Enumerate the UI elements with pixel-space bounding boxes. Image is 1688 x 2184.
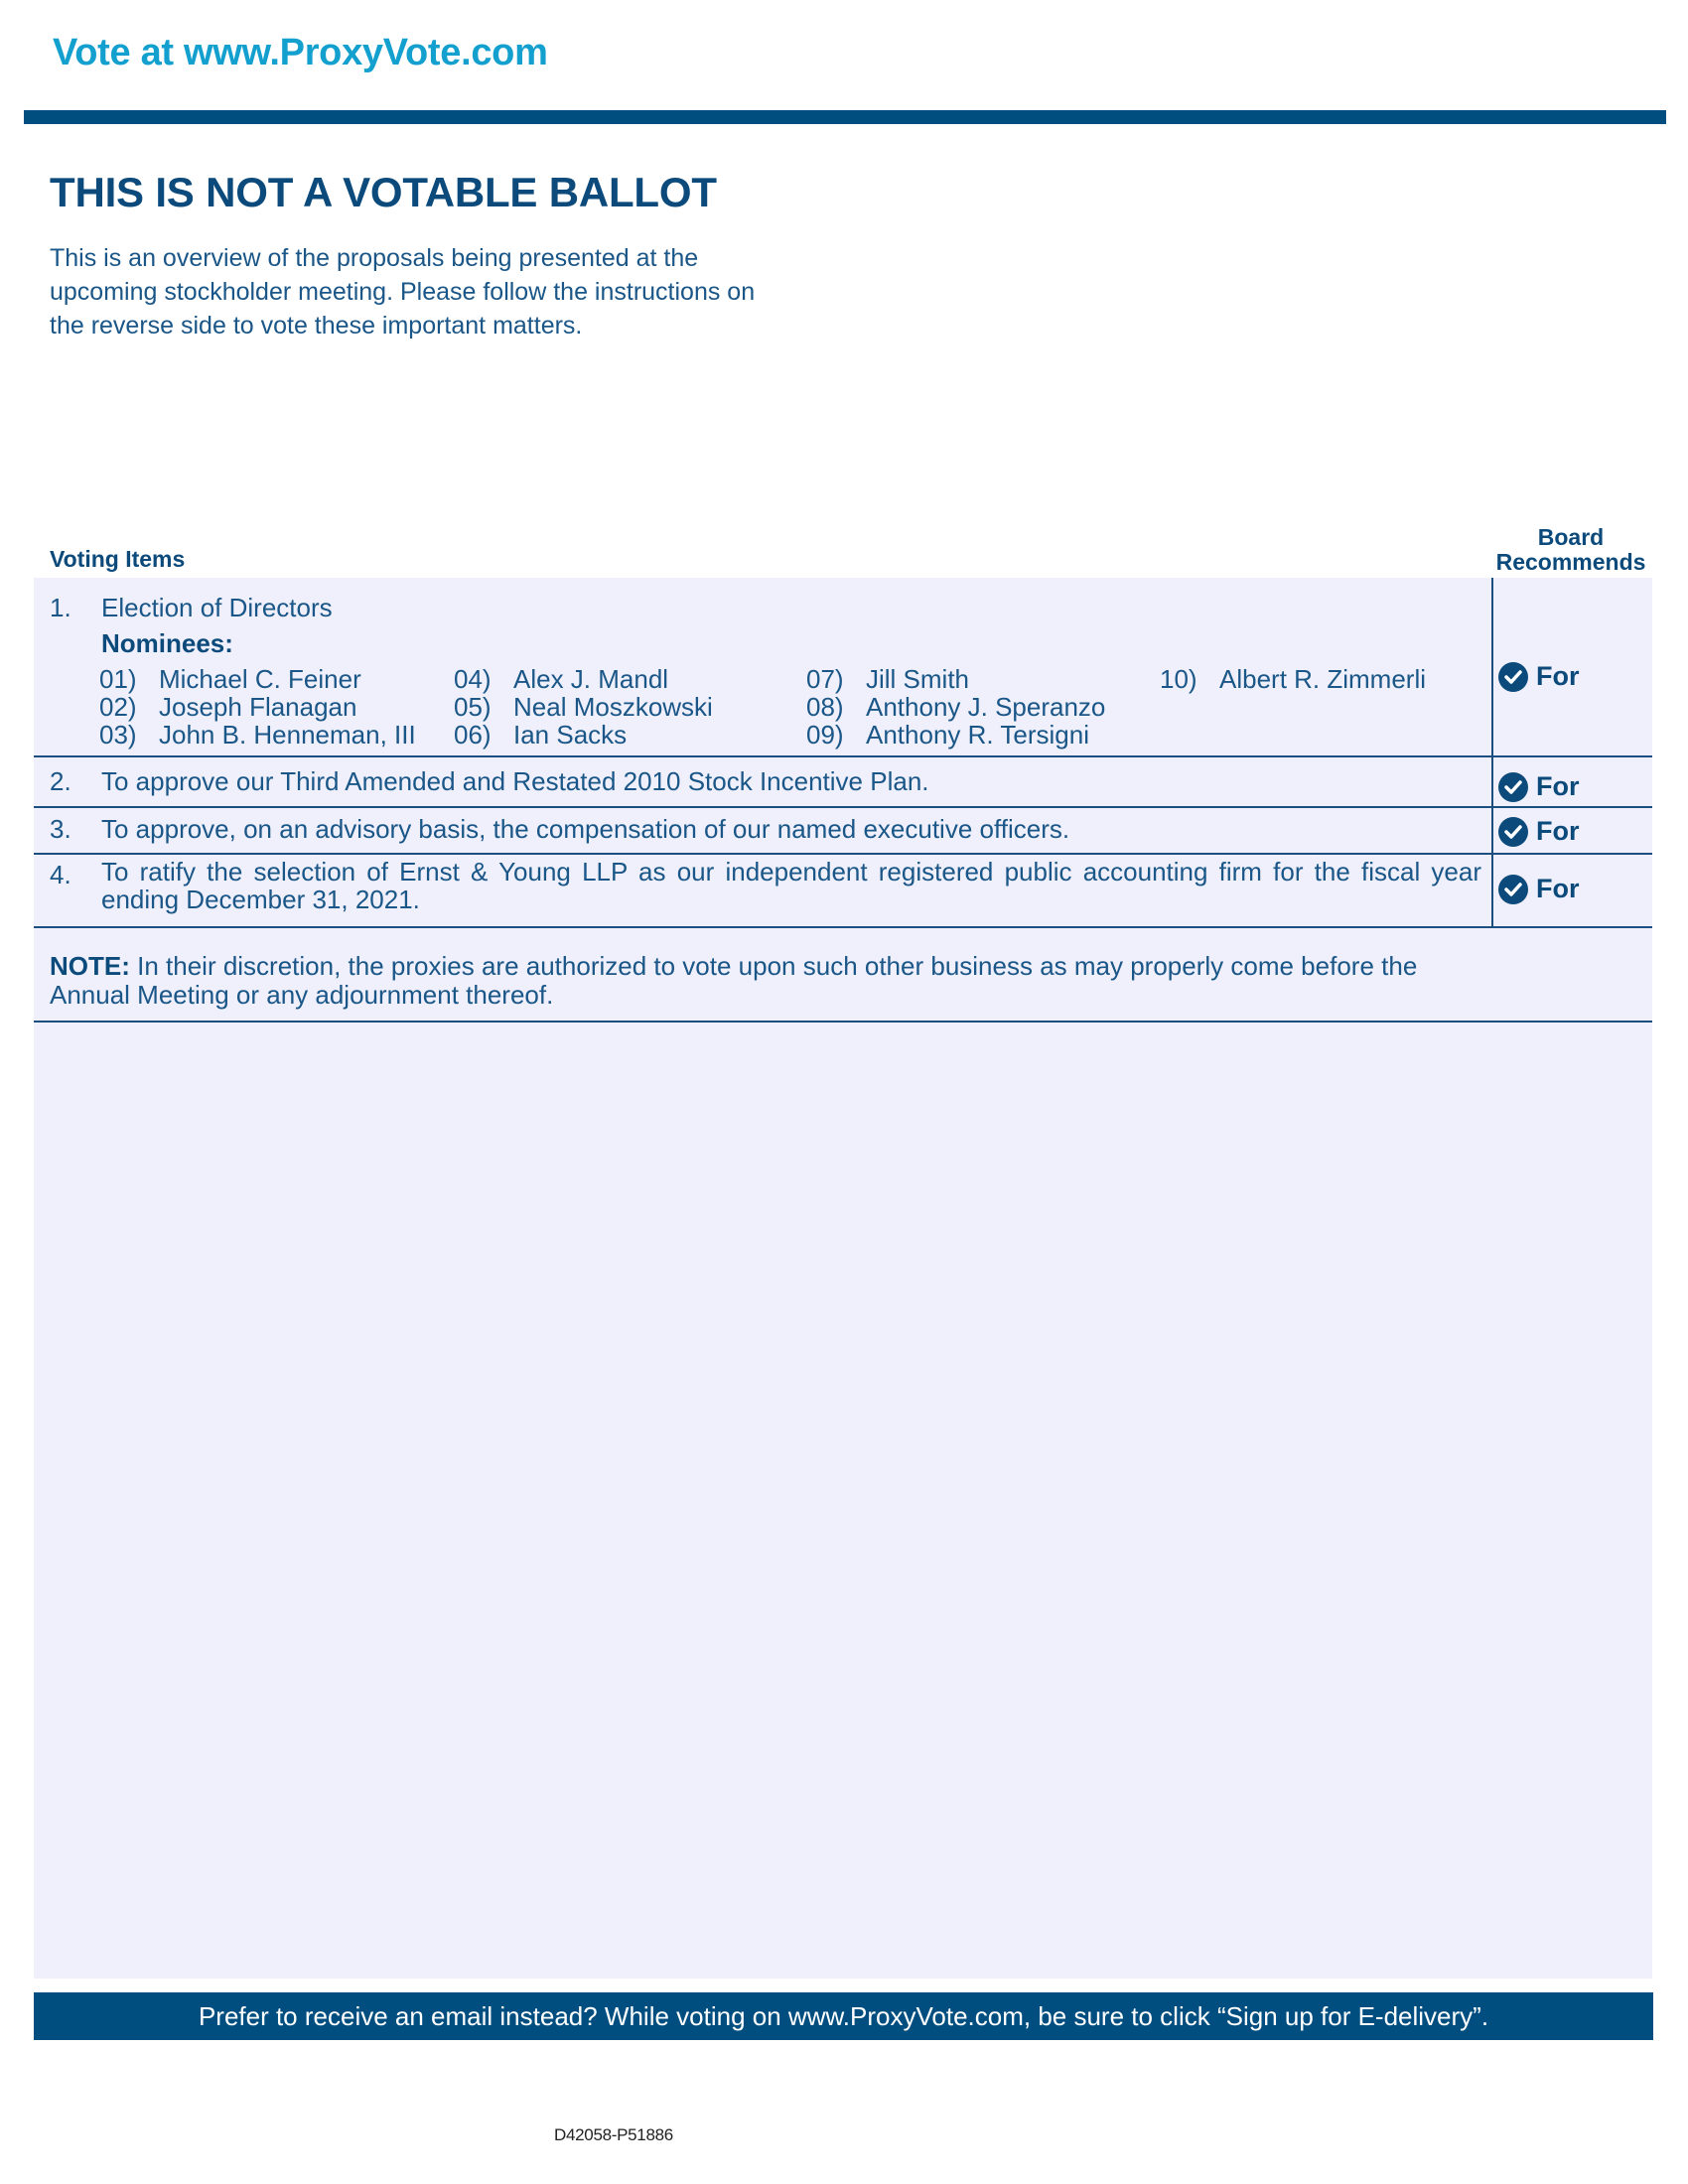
recommendation-column-divider bbox=[1491, 578, 1493, 927]
recommends-label: Recommends bbox=[1495, 549, 1646, 575]
intro-paragraph bbox=[50, 241, 844, 342]
proxyvote-link[interactable]: Vote at www.ProxyVote.com bbox=[53, 32, 548, 73]
header-divider-bar bbox=[24, 110, 1666, 124]
nominee-number: 04) bbox=[454, 664, 492, 694]
nominee-name: Jill Smith bbox=[866, 664, 970, 694]
nominee-number: 01) bbox=[99, 664, 137, 694]
item-3-number: 3. bbox=[50, 814, 71, 844]
column-header-voting-items: Voting Items bbox=[50, 546, 186, 572]
item-1-text: Election of Directors bbox=[101, 593, 333, 622]
note-label: NOTE: bbox=[50, 951, 130, 981]
recommendation-label: For bbox=[1536, 816, 1580, 846]
check-circle-icon bbox=[1498, 875, 1528, 904]
column-header-board-recommends bbox=[1491, 525, 1650, 575]
nominee-name: Ian Sacks bbox=[513, 720, 628, 750]
nominee-number: 09) bbox=[806, 720, 844, 750]
note-paragraph bbox=[50, 952, 1484, 1010]
item-2-text: To approve our Third Amended and Restated 2010 Stock Incentive Plan. bbox=[101, 766, 929, 796]
nominee-name: Alex J. Mandl bbox=[513, 664, 669, 694]
recommendation-item-4 bbox=[1498, 874, 1580, 904]
row-divider bbox=[34, 806, 1652, 808]
intro-line-3: the reverse side to vote these important matters. bbox=[50, 312, 583, 340]
row-divider bbox=[34, 755, 1652, 757]
nominee-name: Anthony J. Speranzo bbox=[866, 692, 1106, 722]
nominee-name: Michael C. Feiner bbox=[159, 664, 361, 694]
nominee-number: 02) bbox=[99, 692, 137, 722]
nominee-number: 07) bbox=[806, 664, 844, 694]
intro-line-2: upcoming stockholder meeting. Please follow the instructions on bbox=[50, 278, 756, 306]
item-2-number: 2. bbox=[50, 766, 71, 796]
item-3-text: To approve, on an advisory basis, the compensation of our named executive officers. bbox=[101, 814, 1070, 844]
row-divider bbox=[34, 853, 1652, 855]
nominee-number: 03) bbox=[99, 720, 137, 750]
recommendation-item-2 bbox=[1498, 771, 1580, 802]
edelivery-banner-text: Prefer to receive an email instead? While voting on www.ProxyVote.com, be sure to click “Sign up for E-delivery”. bbox=[198, 2000, 1489, 2031]
note-divider bbox=[34, 1021, 1652, 1023]
nominee-name: Neal Moszkowski bbox=[513, 692, 713, 722]
nominee-number: 10) bbox=[1160, 664, 1197, 694]
item-4-text: To ratify the selection of Ernst & Young LLP as our independent registered public accounting firm for the fiscal year ending December 31, 2021. bbox=[101, 857, 1481, 914]
page-title: THIS IS NOT A VOTABLE BALLOT bbox=[50, 169, 717, 215]
item-1-number: 1. bbox=[50, 593, 71, 622]
note-text: In their discretion, the proxies are authorized to vote upon such other business as may properly come before the Annual Meeting or any adjournment thereof. bbox=[50, 951, 1418, 1010]
nominee-number: 06) bbox=[454, 720, 492, 750]
check-circle-icon bbox=[1498, 662, 1528, 692]
check-circle-icon bbox=[1498, 817, 1528, 847]
nominee-name: Anthony R. Tersigni bbox=[866, 720, 1089, 750]
intro-line-1: This is an overview of the proposals being presented at the bbox=[50, 244, 699, 272]
nominee-number: 05) bbox=[454, 692, 492, 722]
recommendation-label: For bbox=[1536, 661, 1580, 691]
recommendation-item-1 bbox=[1498, 661, 1580, 692]
edelivery-banner bbox=[34, 1992, 1653, 2040]
nominees-label: Nominees: bbox=[101, 628, 233, 658]
row-divider bbox=[34, 926, 1652, 928]
nominee-name: John B. Henneman, III bbox=[159, 720, 416, 750]
recommendation-label: For bbox=[1536, 771, 1580, 801]
document-code: D42058-P51886 bbox=[554, 2125, 673, 2144]
recommendation-label: For bbox=[1536, 874, 1580, 903]
check-circle-icon bbox=[1498, 772, 1528, 802]
nominee-name: Albert R. Zimmerli bbox=[1219, 664, 1427, 694]
nominee-number: 08) bbox=[806, 692, 844, 722]
recommendation-item-3 bbox=[1498, 816, 1580, 847]
item-4-number: 4. bbox=[50, 860, 71, 889]
board-label: Board bbox=[1537, 524, 1605, 550]
nominee-name: Joseph Flanagan bbox=[159, 692, 357, 722]
